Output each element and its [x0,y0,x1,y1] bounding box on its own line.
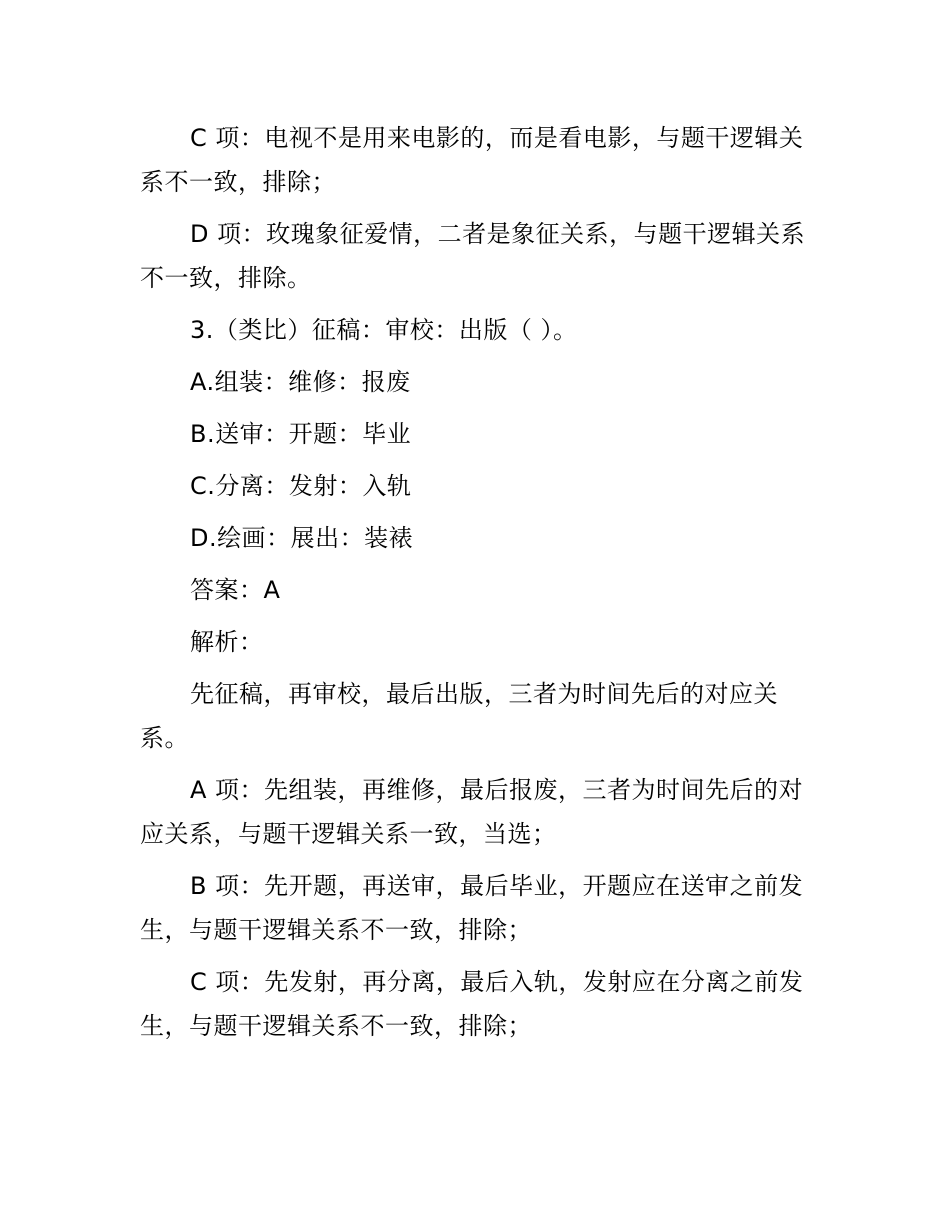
option-a-analysis [140,768,812,856]
question-3-stem [140,308,812,352]
text-line: D.绘画：展出：装裱 [190,524,414,552]
text-line: 系不一致，排除； [140,168,336,196]
text-line: 答案：A [190,576,281,604]
text-line: 系。 [140,724,189,752]
analysis-heading [140,620,812,664]
document-body [140,116,812,1056]
choice-a [140,360,812,404]
choice-c [140,464,812,508]
text-line: C 项：电视不是用来电影的，而是看电影，与题干逻辑关 [190,124,804,152]
choice-d [140,516,812,560]
option-c-analysis-prev [140,116,812,204]
text-line: 生，与题干逻辑关系不一致，排除； [140,1012,532,1040]
choice-b [140,412,812,456]
text-line: 生，与题干逻辑关系不一致，排除； [140,916,532,944]
text-line: B.送审：开题：毕业 [190,420,412,448]
text-line: 应关系，与题干逻辑关系一致，当选； [140,820,557,848]
text-line: D 项：玫瑰象征爱情，二者是象征关系，与题干逻辑关系 [190,220,806,248]
text-line: C.分离：发射：入轨 [190,472,412,500]
text-line: 3.（类比）征稿：审校：出版（ ）。 [190,316,578,344]
text-line: 解析： [190,628,264,656]
option-d-analysis-prev [140,212,812,300]
answer-line [140,568,812,612]
option-b-analysis [140,864,812,952]
text-line: C 项：先发射，再分离，最后入轨，发射应在分离之前发 [190,968,804,996]
text-line: A.组装：维修：报废 [190,368,411,396]
text-line: 先征稿，再审校，最后出版，三者为时间先后的对应关 [190,680,778,708]
text-line: 不一致，排除。 [140,264,312,292]
text-line: B 项：先开题，再送审，最后毕业，开题应在送审之前发 [190,872,804,900]
option-c-analysis [140,960,812,1048]
text-line: A 项：先组装，再维修，最后报废，三者为时间先后的对 [190,776,804,804]
stem-analysis [140,672,812,760]
